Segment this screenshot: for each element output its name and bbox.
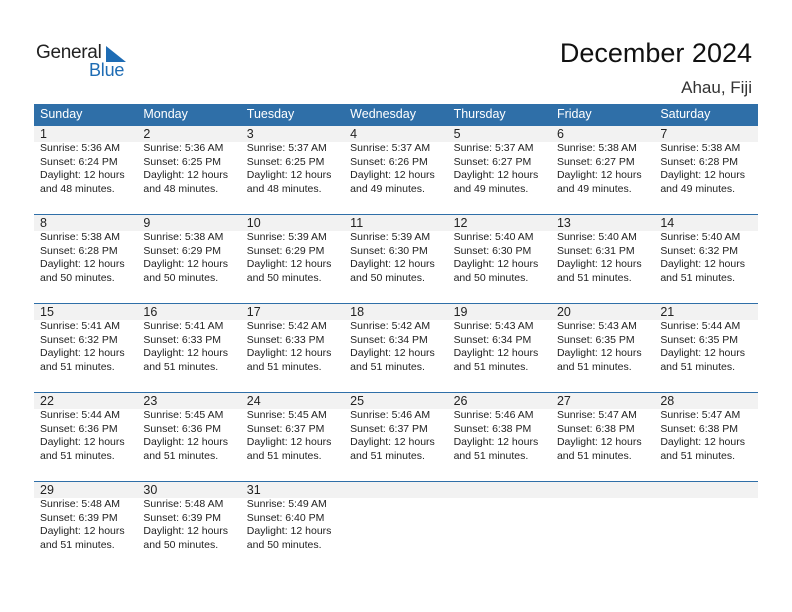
- day-sunrise-text: Sunrise: 5:41 AM: [40, 320, 120, 332]
- day-sunset-text: Sunset: 6:38 PM: [660, 422, 738, 435]
- week-row: [34, 481, 758, 570]
- day-cell: [241, 320, 344, 374]
- day-number: 12: [453, 216, 468, 230]
- day-cell: [551, 231, 654, 285]
- day-daylight1-text: Daylight: 12 hours: [453, 258, 539, 271]
- day-daylight1-text: Daylight: 12 hours: [40, 436, 125, 449]
- day-sunset-text: Sunset: 6:29 PM: [143, 244, 222, 257]
- day-sunrise-text: Sunrise: 5:45 AM: [246, 409, 327, 421]
- day-sunset-text: Sunset: 6:30 PM: [453, 244, 532, 257]
- day-daylight2-text: and 51 minutes.: [40, 449, 115, 462]
- page-title: December 2024: [559, 38, 752, 68]
- day-daylight1-text: Daylight: 12 hours: [660, 169, 745, 182]
- day-daylight2-text: and 50 minutes.: [40, 271, 115, 284]
- day-cell: [551, 320, 654, 374]
- day-daylight2-text: and 51 minutes.: [660, 449, 736, 462]
- day-cell: [137, 320, 240, 374]
- weekday-header-cell: Thursday: [453, 107, 506, 121]
- day-daylight1-text: Daylight: 12 hours: [143, 258, 229, 271]
- day-daylight2-text: and 51 minutes.: [556, 271, 632, 284]
- day-daylight1-text: Daylight: 12 hours: [350, 347, 435, 360]
- day-daylight2-text: and 50 minutes.: [246, 538, 322, 551]
- day-sunrise-text: Sunrise: 5:37 AM: [453, 142, 534, 154]
- brand-word-general: General: [36, 42, 102, 63]
- day-daylight1-text: Daylight: 12 hours: [246, 169, 332, 182]
- day-sunset-text: Sunset: 6:28 PM: [660, 155, 738, 168]
- day-daylight1-text: Daylight: 12 hours: [350, 436, 435, 449]
- calendar-grid: [34, 104, 758, 570]
- day-cell: [137, 409, 240, 463]
- day-cell: [551, 142, 654, 196]
- day-daylight1-text: Daylight: 12 hours: [556, 258, 642, 271]
- day-number: 5: [453, 127, 461, 141]
- day-daylight1-text: Daylight: 12 hours: [453, 347, 539, 360]
- day-daylight1-text: Daylight: 12 hours: [660, 347, 745, 360]
- weekday-header-cell: Wednesday: [350, 107, 416, 121]
- weekday-header-cell: Monday: [143, 107, 188, 121]
- day-number: 8: [40, 216, 47, 230]
- day-sunrise-text: Sunrise: 5:40 AM: [660, 231, 741, 243]
- day-cell: [654, 231, 757, 285]
- day-sunset-text: Sunset: 6:28 PM: [40, 244, 118, 257]
- day-daylight1-text: Daylight: 12 hours: [40, 525, 125, 538]
- day-number: 27: [556, 394, 571, 408]
- day-cell: [654, 142, 757, 196]
- day-daylight1-text: Daylight: 12 hours: [453, 436, 539, 449]
- day-number: 16: [143, 305, 158, 319]
- week-row: [34, 392, 758, 481]
- day-sunset-text: Sunset: 6:25 PM: [246, 155, 325, 168]
- day-cell: [34, 409, 137, 463]
- day-sunrise-text: Sunrise: 5:36 AM: [40, 142, 120, 154]
- day-number-row: [34, 215, 758, 231]
- day-daylight2-text: and 51 minutes.: [246, 360, 322, 373]
- day-daylight2-text: and 51 minutes.: [453, 360, 529, 373]
- day-number-row: [34, 126, 758, 142]
- day-daylight1-text: Daylight: 12 hours: [40, 347, 125, 360]
- location-label: Ahau, Fiji: [681, 78, 752, 97]
- day-daylight2-text: and 51 minutes.: [40, 538, 115, 551]
- day-sunrise-text: Sunrise: 5:38 AM: [660, 142, 741, 154]
- day-number: 1: [40, 127, 47, 141]
- day-info-row: [34, 498, 758, 552]
- day-cell: [448, 409, 551, 463]
- day-number: 23: [143, 394, 158, 408]
- day-cell: [137, 231, 240, 285]
- day-sunset-text: Sunset: 6:38 PM: [453, 422, 532, 435]
- day-sunrise-text: Sunrise: 5:37 AM: [350, 142, 431, 154]
- day-number: 4: [350, 127, 358, 141]
- day-info-row: [34, 320, 758, 374]
- day-sunrise-text: Sunrise: 5:43 AM: [453, 320, 534, 332]
- day-daylight2-text: and 51 minutes.: [556, 360, 632, 373]
- day-number: 29: [40, 483, 54, 497]
- day-cell: [448, 142, 551, 196]
- day-number: 22: [40, 394, 54, 408]
- day-sunset-text: Sunset: 6:37 PM: [246, 422, 325, 435]
- day-number: 10: [246, 216, 261, 230]
- day-sunrise-text: Sunrise: 5:37 AM: [246, 142, 327, 154]
- day-daylight1-text: Daylight: 12 hours: [246, 436, 332, 449]
- day-sunrise-text: Sunrise: 5:47 AM: [556, 409, 637, 421]
- day-number: 11: [350, 216, 364, 230]
- day-sunrise-text: Sunrise: 5:39 AM: [246, 231, 327, 243]
- day-daylight2-text: and 49 minutes.: [350, 182, 425, 195]
- day-number: 9: [143, 216, 151, 230]
- day-sunset-text: Sunset: 6:40 PM: [246, 511, 325, 524]
- day-cell: [344, 231, 447, 285]
- day-number: 3: [246, 127, 254, 141]
- day-sunset-text: Sunset: 6:35 PM: [660, 333, 738, 346]
- day-daylight1-text: Daylight: 12 hours: [556, 169, 642, 182]
- day-number-row: [34, 393, 758, 409]
- day-daylight1-text: Daylight: 12 hours: [246, 258, 332, 271]
- day-number: 18: [350, 305, 365, 319]
- day-number: 15: [40, 305, 54, 319]
- day-sunrise-text: Sunrise: 5:44 AM: [40, 409, 120, 421]
- day-number-row: [34, 304, 758, 320]
- day-number: 6: [556, 127, 564, 141]
- day-cell: [241, 142, 344, 196]
- day-sunset-text: Sunset: 6:34 PM: [453, 333, 532, 346]
- weeks-container: [34, 125, 758, 570]
- day-daylight2-text: and 48 minutes.: [246, 182, 322, 195]
- day-sunrise-text: Sunrise: 5:38 AM: [40, 231, 120, 243]
- day-daylight2-text: and 48 minutes.: [143, 182, 219, 195]
- day-daylight1-text: Daylight: 12 hours: [143, 436, 229, 449]
- week-row: [34, 303, 758, 392]
- day-cell: [344, 142, 447, 196]
- weekday-header-cell: Saturday: [660, 107, 711, 121]
- day-daylight1-text: Daylight: 12 hours: [246, 347, 332, 360]
- day-sunrise-text: Sunrise: 5:44 AM: [660, 320, 741, 332]
- day-sunrise-text: Sunrise: 5:40 AM: [556, 231, 637, 243]
- day-daylight2-text: and 49 minutes.: [660, 182, 736, 195]
- day-number: [344, 482, 447, 498]
- day-daylight2-text: and 50 minutes.: [246, 271, 322, 284]
- day-sunset-text: Sunset: 6:31 PM: [556, 244, 635, 257]
- day-daylight2-text: and 51 minutes.: [556, 449, 632, 462]
- day-daylight1-text: Daylight: 12 hours: [556, 436, 642, 449]
- day-sunrise-text: Sunrise: 5:46 AM: [453, 409, 534, 421]
- day-sunset-text: Sunset: 6:32 PM: [660, 244, 738, 257]
- day-number: 19: [453, 305, 468, 319]
- brand-logo: [36, 42, 136, 82]
- weekday-header-cell: Friday: [556, 107, 592, 121]
- day-sunrise-text: Sunrise: 5:47 AM: [660, 409, 741, 421]
- day-daylight2-text: and 51 minutes.: [143, 360, 219, 373]
- day-sunrise-text: Sunrise: 5:42 AM: [350, 320, 431, 332]
- weekday-header-cell: Sunday: [40, 107, 83, 121]
- day-sunset-text: Sunset: 6:26 PM: [350, 155, 428, 168]
- day-cell: [34, 142, 137, 196]
- day-number: 28: [660, 394, 675, 408]
- brand-word-blue: Blue: [89, 60, 125, 80]
- day-sunrise-text: Sunrise: 5:38 AM: [143, 231, 224, 243]
- day-number: 17: [246, 305, 261, 319]
- day-daylight2-text: and 50 minutes.: [143, 538, 219, 551]
- day-sunrise-text: Sunrise: 5:46 AM: [350, 409, 431, 421]
- day-number: 20: [556, 305, 571, 319]
- day-sunset-text: Sunset: 6:39 PM: [143, 511, 222, 524]
- day-sunrise-text: Sunrise: 5:40 AM: [453, 231, 534, 243]
- day-number: 13: [556, 216, 571, 230]
- day-daylight2-text: and 49 minutes.: [556, 182, 632, 195]
- day-daylight2-text: and 48 minutes.: [40, 182, 115, 195]
- day-sunset-text: Sunset: 6:39 PM: [40, 511, 118, 524]
- day-cell: [551, 498, 654, 552]
- day-sunset-text: Sunset: 6:37 PM: [350, 422, 428, 435]
- day-cell: [654, 320, 757, 374]
- day-daylight1-text: Daylight: 12 hours: [143, 347, 229, 360]
- weekday-header: [34, 104, 758, 125]
- day-number: 30: [143, 483, 158, 497]
- day-number: [551, 482, 654, 498]
- day-number: [448, 482, 551, 498]
- day-daylight1-text: Daylight: 12 hours: [246, 525, 332, 538]
- day-sunset-text: Sunset: 6:38 PM: [556, 422, 635, 435]
- day-cell: [551, 409, 654, 463]
- day-daylight2-text: and 49 minutes.: [453, 182, 529, 195]
- day-sunset-text: Sunset: 6:29 PM: [246, 244, 325, 257]
- day-number: 21: [660, 305, 675, 319]
- day-sunrise-text: Sunrise: 5:42 AM: [246, 320, 327, 332]
- day-number: 2: [143, 127, 151, 141]
- day-daylight1-text: Daylight: 12 hours: [350, 258, 435, 271]
- day-info-row: [34, 231, 758, 285]
- day-sunset-text: Sunset: 6:33 PM: [246, 333, 325, 346]
- day-number-row: [34, 482, 758, 498]
- day-daylight2-text: and 50 minutes.: [350, 271, 425, 284]
- day-sunset-text: Sunset: 6:30 PM: [350, 244, 428, 257]
- day-daylight2-text: and 51 minutes.: [660, 360, 736, 373]
- day-sunset-text: Sunset: 6:32 PM: [40, 333, 118, 346]
- day-sunrise-text: Sunrise: 5:41 AM: [143, 320, 224, 332]
- day-cell: [448, 231, 551, 285]
- day-daylight1-text: Daylight: 12 hours: [660, 436, 745, 449]
- day-sunset-text: Sunset: 6:24 PM: [40, 155, 118, 168]
- day-sunrise-text: Sunrise: 5:36 AM: [143, 142, 224, 154]
- day-daylight2-text: and 51 minutes.: [453, 449, 529, 462]
- week-row: [34, 125, 758, 214]
- week-row: [34, 214, 758, 303]
- day-daylight1-text: Daylight: 12 hours: [350, 169, 435, 182]
- day-cell: [34, 320, 137, 374]
- day-cell: [34, 498, 137, 552]
- day-number: 7: [660, 127, 668, 141]
- day-number: 24: [246, 394, 261, 408]
- day-info-row: [34, 142, 758, 196]
- day-daylight1-text: Daylight: 12 hours: [556, 347, 642, 360]
- day-sunrise-text: Sunrise: 5:43 AM: [556, 320, 637, 332]
- day-daylight2-text: and 51 minutes.: [660, 271, 736, 284]
- day-cell: [654, 409, 757, 463]
- day-daylight1-text: Daylight: 12 hours: [40, 258, 125, 271]
- day-number: 14: [660, 216, 675, 230]
- day-sunset-text: Sunset: 6:36 PM: [40, 422, 118, 435]
- day-cell: [34, 231, 137, 285]
- day-cell: [654, 498, 757, 552]
- day-cell: [137, 142, 240, 196]
- day-cell: [241, 498, 344, 552]
- day-daylight2-text: and 51 minutes.: [350, 449, 425, 462]
- day-number: 26: [453, 394, 468, 408]
- day-sunrise-text: Sunrise: 5:45 AM: [143, 409, 224, 421]
- day-info-row: [34, 409, 758, 463]
- day-daylight2-text: and 50 minutes.: [453, 271, 529, 284]
- day-cell: [344, 498, 447, 552]
- day-cell: [344, 409, 447, 463]
- day-daylight2-text: and 51 minutes.: [350, 360, 425, 373]
- day-sunset-text: Sunset: 6:33 PM: [143, 333, 222, 346]
- day-daylight1-text: Daylight: 12 hours: [40, 169, 125, 182]
- day-number: 25: [350, 394, 365, 408]
- day-daylight2-text: and 51 minutes.: [40, 360, 115, 373]
- day-cell: [448, 320, 551, 374]
- day-daylight2-text: and 51 minutes.: [246, 449, 322, 462]
- day-number: 31: [246, 483, 261, 497]
- day-sunset-text: Sunset: 6:25 PM: [143, 155, 222, 168]
- day-daylight2-text: and 50 minutes.: [143, 271, 219, 284]
- day-cell: [241, 409, 344, 463]
- day-cell: [448, 498, 551, 552]
- day-cell: [344, 320, 447, 374]
- day-sunset-text: Sunset: 6:35 PM: [556, 333, 635, 346]
- day-sunset-text: Sunset: 6:27 PM: [556, 155, 635, 168]
- day-daylight1-text: Daylight: 12 hours: [660, 258, 745, 271]
- day-sunrise-text: Sunrise: 5:38 AM: [556, 142, 637, 154]
- day-sunrise-text: Sunrise: 5:48 AM: [40, 498, 120, 510]
- day-cell: [241, 231, 344, 285]
- day-sunrise-text: Sunrise: 5:39 AM: [350, 231, 431, 243]
- day-daylight1-text: Daylight: 12 hours: [453, 169, 539, 182]
- day-daylight2-text: and 51 minutes.: [143, 449, 219, 462]
- weekday-header-cell: Tuesday: [246, 107, 295, 121]
- day-sunset-text: Sunset: 6:34 PM: [350, 333, 428, 346]
- day-daylight1-text: Daylight: 12 hours: [143, 525, 229, 538]
- day-sunrise-text: Sunrise: 5:49 AM: [246, 498, 327, 510]
- day-sunrise-text: Sunrise: 5:48 AM: [143, 498, 224, 510]
- day-number: [654, 482, 757, 498]
- day-sunset-text: Sunset: 6:27 PM: [453, 155, 532, 168]
- day-sunset-text: Sunset: 6:36 PM: [143, 422, 222, 435]
- day-cell: [137, 498, 240, 552]
- day-daylight1-text: Daylight: 12 hours: [143, 169, 229, 182]
